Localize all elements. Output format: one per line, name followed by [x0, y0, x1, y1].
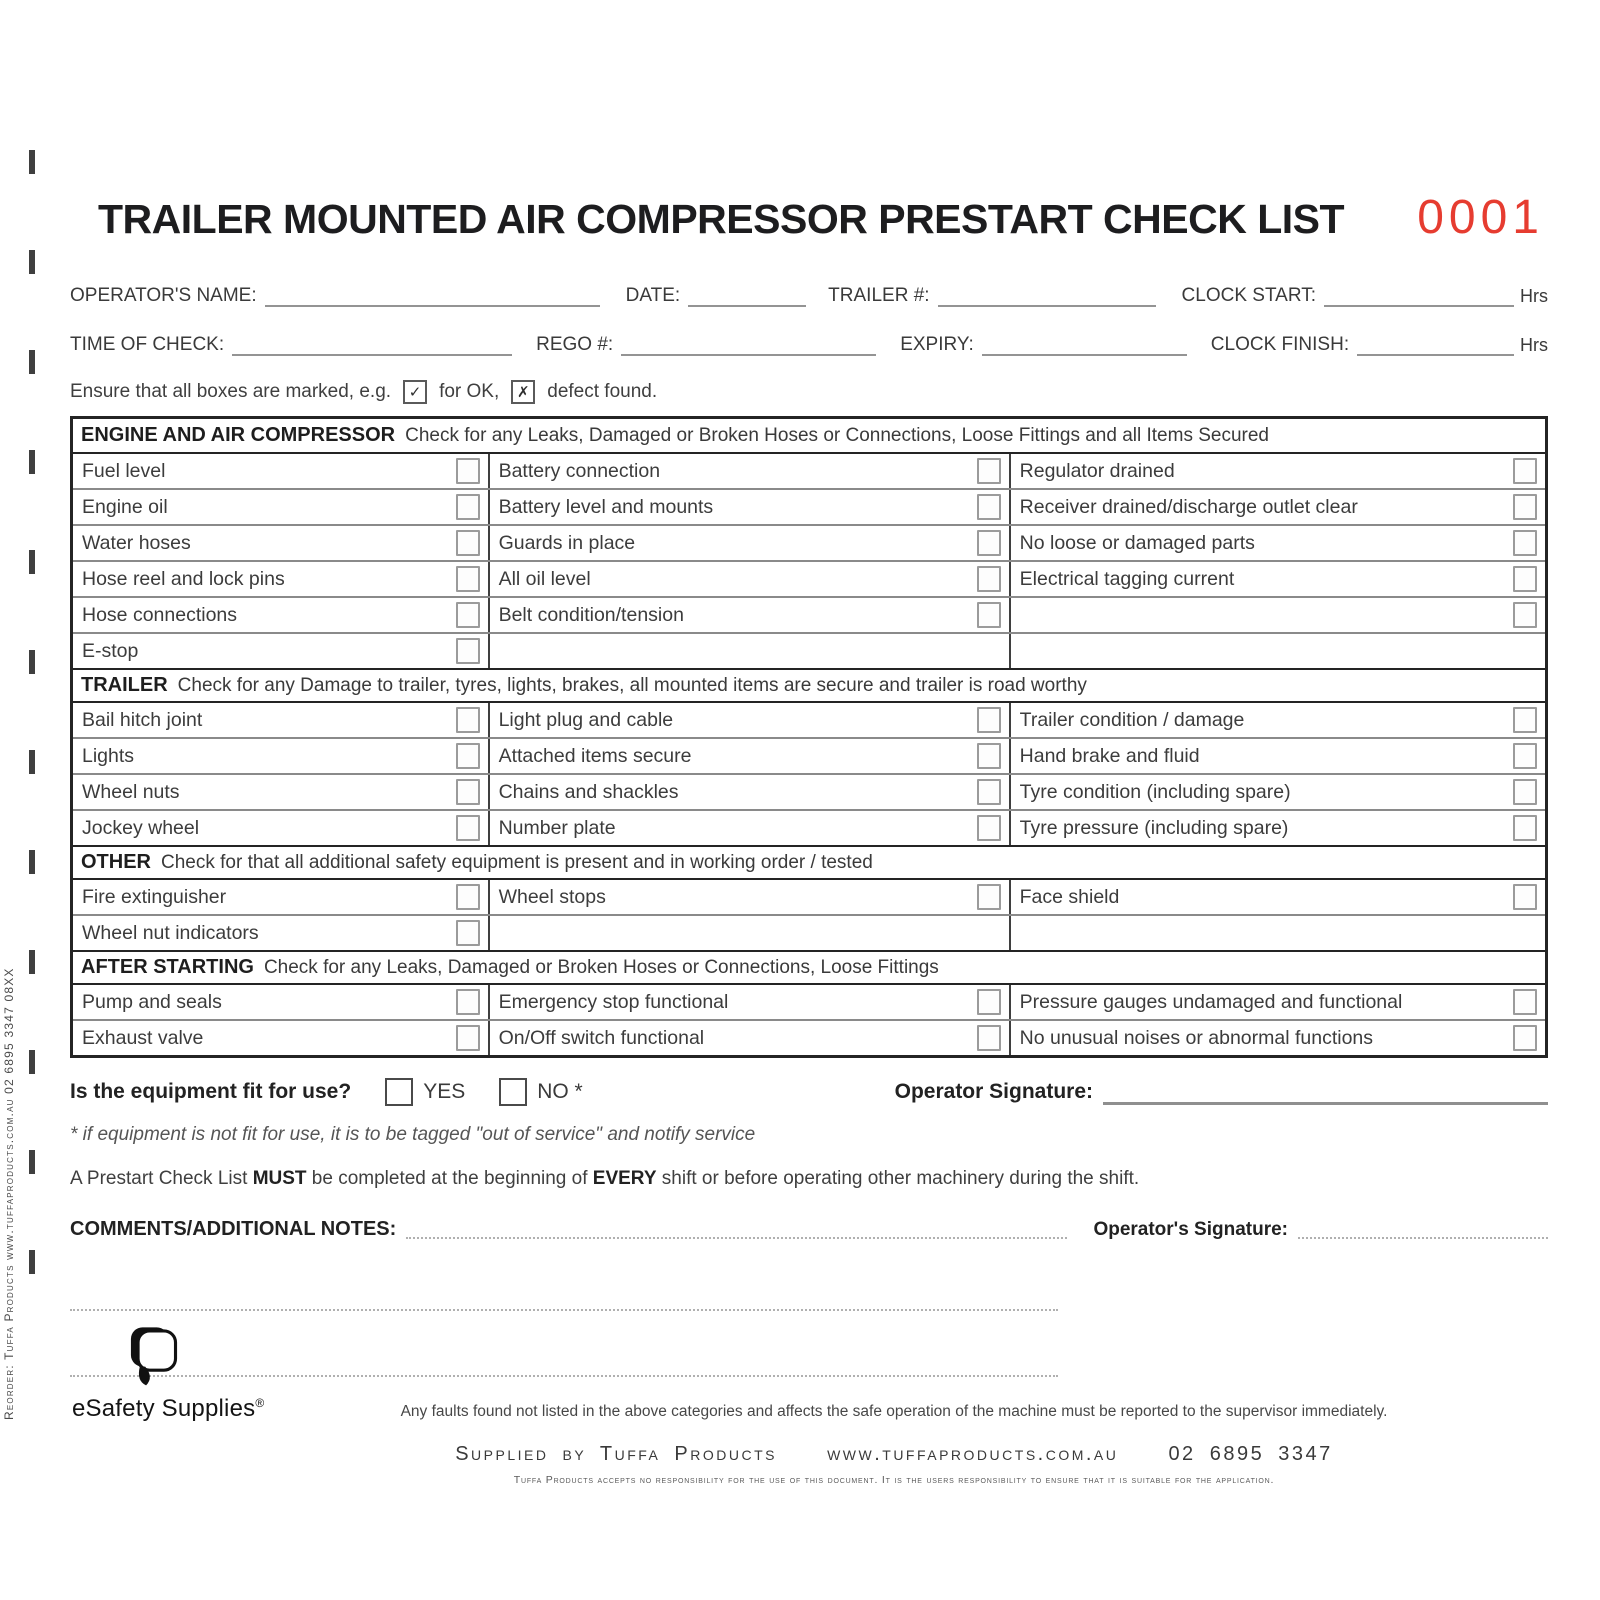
check-item — [490, 598, 1011, 632]
checkbox[interactable] — [1513, 779, 1537, 805]
check-item — [1011, 880, 1545, 914]
check-row — [73, 775, 1545, 811]
esafety-logo-icon — [126, 1375, 184, 1392]
item-label: All oil level — [498, 567, 591, 590]
empty-cell — [1011, 634, 1545, 668]
check-item — [73, 703, 490, 737]
checkbox[interactable] — [456, 602, 480, 628]
checkbox[interactable] — [456, 530, 480, 556]
check-item — [1011, 739, 1545, 773]
checkbox[interactable] — [1513, 989, 1537, 1015]
prestart-post: shift or before operating other machinery during the shift. — [656, 1168, 1140, 1189]
section-name: AFTER STARTING — [81, 956, 254, 978]
check-row — [73, 598, 1545, 634]
item-label: Bail hitch joint — [82, 708, 203, 731]
checkbox[interactable] — [456, 989, 480, 1015]
item-label: Trailer condition / damage — [1019, 708, 1245, 731]
supplier-line — [240, 1443, 1548, 1466]
item-label: Attached items secure — [498, 744, 692, 767]
section-other — [73, 845, 1545, 950]
checkbox[interactable] — [977, 815, 1001, 841]
clock-finish-label: CLOCK FINISH: — [1210, 334, 1350, 355]
check-item — [1011, 811, 1545, 845]
item-label: Pressure gauges undamaged and functional — [1019, 990, 1403, 1013]
checkbox[interactable] — [1513, 743, 1537, 769]
date-field[interactable] — [688, 285, 806, 307]
item-label: Wheel nut indicators — [82, 921, 259, 944]
header-row-2 — [70, 334, 1548, 356]
check-item — [73, 985, 490, 1019]
section-desc: Check for any Damage to trailer, tyres, lights, brakes, all mounted items are secure and trailer is road worthy — [177, 674, 1087, 696]
instruction-ok-text: for OK, — [439, 381, 500, 402]
supplier-phone: 02 6895 3347 — [1168, 1443, 1333, 1465]
checkbox[interactable] — [456, 707, 480, 733]
out-of-service-footnote: * if equipment is not fit for use, it is to be tagged "out of service" and notify service — [70, 1124, 756, 1145]
item-label: Hose connections — [82, 603, 238, 626]
item-label: Wheel nuts — [82, 780, 180, 803]
item-label: Tyre condition (including spare) — [1019, 780, 1291, 803]
trailer-no-label: TRAILER #: — [828, 285, 930, 306]
item-label: No loose or damaged parts — [1019, 531, 1255, 554]
instruction-defect-text: defect found. — [547, 381, 658, 402]
clock-start-hrs: Hrs — [1520, 286, 1548, 306]
checkbox[interactable] — [1513, 530, 1537, 556]
check-item — [1011, 1021, 1545, 1055]
rego-label: REGO #: — [536, 334, 614, 355]
checkbox[interactable] — [456, 638, 480, 664]
checkbox[interactable] — [977, 458, 1001, 484]
check-item — [73, 598, 490, 632]
esafety-logo-text — [72, 1395, 265, 1423]
section-name: OTHER — [81, 851, 151, 873]
section-header — [73, 668, 1545, 703]
item-label: Exhaust valve — [82, 1026, 204, 1049]
check-item — [490, 703, 1011, 737]
check-item — [73, 634, 490, 668]
rego-field[interactable] — [621, 334, 876, 356]
item-label: Water hoses — [82, 531, 191, 554]
no-checkbox[interactable] — [499, 1078, 527, 1106]
time-of-check-field[interactable] — [232, 334, 512, 356]
prestart-every: EVERY — [592, 1168, 657, 1189]
disclaimer-text: Tuffa Products accepts no responsibility for the use of this document. It is the users responsibility to ensure that it is suitable for the application. — [513, 1474, 1275, 1486]
checkbox[interactable] — [456, 566, 480, 592]
checkbox[interactable] — [456, 1025, 480, 1051]
item-label: No unusual noises or abnormal functions — [1019, 1026, 1374, 1049]
supplied-by-text: Supplied by Tuffa Products — [455, 1443, 777, 1465]
check-item — [73, 880, 490, 914]
expiry-field[interactable] — [982, 334, 1187, 356]
side-reorder-text: Reorder: Tuffa Products www.tuffaproducts.com.au 02 6895 3347 08XX — [2, 967, 16, 1420]
item-label: Fuel level — [82, 459, 166, 482]
check-item — [1011, 775, 1545, 809]
check-item — [73, 775, 490, 809]
checkbox[interactable] — [977, 989, 1001, 1015]
clock-start-label: CLOCK START: — [1181, 285, 1316, 306]
checklist-table — [70, 416, 1548, 1058]
item-label: Fire extinguisher — [82, 885, 227, 908]
checkbox[interactable] — [456, 884, 480, 910]
check-item — [490, 562, 1011, 596]
crossed-box-icon: ✗ — [511, 380, 535, 404]
checkbox[interactable] — [456, 743, 480, 769]
empty-cell — [1011, 916, 1545, 950]
header-row-1 — [70, 285, 1548, 307]
item-label: Electrical tagging current — [1019, 567, 1235, 590]
check-row — [73, 811, 1545, 845]
title-row — [98, 190, 1548, 245]
checkbox[interactable] — [1513, 458, 1537, 484]
item-label: Chains and shackles — [498, 780, 679, 803]
item-label: Light plug and cable — [498, 708, 674, 731]
check-item — [490, 490, 1011, 524]
check-row — [73, 880, 1545, 916]
section-header — [73, 419, 1545, 454]
yes-checkbox[interactable] — [385, 1078, 413, 1106]
check-item — [73, 454, 490, 488]
form-content — [70, 150, 1548, 1486]
checkbox[interactable] — [977, 779, 1001, 805]
checkbox[interactable] — [1513, 494, 1537, 520]
prestart-pre: A Prestart Check List — [70, 1168, 253, 1189]
section-trailer — [73, 668, 1545, 845]
operators-name-label: OPERATOR'S NAME: — [70, 285, 257, 306]
check-row — [73, 703, 1545, 739]
section-desc: Check for any Leaks, Damaged or Broken Hoses or Connections, Loose Fittings — [263, 956, 939, 978]
check-item — [73, 562, 490, 596]
checkbox[interactable] — [1513, 707, 1537, 733]
checkbox[interactable] — [1513, 1025, 1537, 1051]
item-label: Hand brake and fluid — [1019, 744, 1200, 767]
check-row — [73, 739, 1545, 775]
operators-signature-field[interactable] — [1298, 1219, 1548, 1239]
check-item — [1011, 490, 1545, 524]
item-label: Belt condition/tension — [498, 603, 684, 626]
check-item — [490, 454, 1011, 488]
checkbox[interactable] — [977, 884, 1001, 910]
check-item — [1011, 985, 1545, 1019]
check-row — [73, 916, 1545, 950]
item-label: Face shield — [1019, 885, 1120, 908]
check-item — [1011, 598, 1545, 632]
check-item — [490, 1021, 1011, 1055]
comments-field[interactable] — [406, 1219, 1067, 1239]
checkbox[interactable] — [977, 743, 1001, 769]
expiry-label: EXPIRY: — [900, 334, 974, 355]
check-item — [490, 775, 1011, 809]
section-name: TRAILER — [81, 674, 168, 696]
item-label: Jockey wheel — [82, 816, 200, 839]
checkbox[interactable] — [977, 602, 1001, 628]
checkbox[interactable] — [1513, 602, 1537, 628]
check-row — [73, 490, 1545, 526]
check-item — [73, 811, 490, 845]
comments-label: COMMENTS/ADDITIONAL NOTES: — [70, 1218, 397, 1240]
prestart-must: MUST — [252, 1168, 307, 1189]
check-item — [490, 739, 1011, 773]
checkbox[interactable] — [977, 1025, 1001, 1051]
item-label: Guards in place — [498, 531, 636, 554]
comments-line-2[interactable] — [70, 1291, 1058, 1311]
section-name: ENGINE AND AIR COMPRESSOR — [81, 424, 396, 446]
checkbox[interactable] — [456, 920, 480, 946]
check-item — [490, 880, 1011, 914]
instruction-prefix: Ensure that all boxes are marked, e.g. — [70, 381, 392, 402]
item-label: Regulator drained — [1019, 459, 1175, 482]
checkbox[interactable] — [977, 566, 1001, 592]
section-desc: Check for that all additional safety equipment is present and in working order / tested — [161, 851, 873, 873]
check-item — [73, 1021, 490, 1055]
trailer-no-field[interactable] — [938, 285, 1156, 307]
empty-cell — [490, 634, 1011, 668]
checkbox[interactable] — [1513, 566, 1537, 592]
supplier-website: www.tuffaproducts.com.au — [827, 1443, 1119, 1465]
check-item — [1011, 454, 1545, 488]
check-item — [490, 526, 1011, 560]
fit-for-use-row — [70, 1078, 1548, 1106]
date-label: DATE: — [625, 285, 681, 306]
checkbox[interactable] — [977, 530, 1001, 556]
clock-start-field[interactable] — [1324, 285, 1514, 307]
check-item — [73, 739, 490, 773]
footer — [70, 1403, 1548, 1486]
clock-finish-hrs: Hrs — [1520, 335, 1548, 355]
checkbox[interactable] — [456, 815, 480, 841]
item-label: Tyre pressure (including spare) — [1019, 816, 1289, 839]
operator-signature-label: Operator Signature: — [894, 1080, 1093, 1103]
item-label: Battery level and mounts — [498, 495, 714, 518]
section-header — [73, 950, 1545, 985]
check-row — [73, 526, 1545, 562]
item-label: On/Off switch functional — [498, 1026, 705, 1049]
check-item — [1011, 703, 1545, 737]
marking-instruction — [70, 380, 1548, 404]
checkbox[interactable] — [456, 494, 480, 520]
item-label: E-stop — [82, 639, 139, 662]
item-label: Number plate — [498, 816, 616, 839]
prestart-requirement-note — [70, 1168, 1548, 1190]
item-label: Lights — [82, 744, 135, 767]
checkbox[interactable] — [977, 494, 1001, 520]
checkbox[interactable] — [1513, 815, 1537, 841]
checkbox[interactable] — [977, 707, 1001, 733]
faults-note: Any faults found not listed in the above categories and affects the safe operation of the machine must be reported to the supervisor immediately. — [400, 1403, 1388, 1420]
clock-finish-field[interactable] — [1357, 334, 1514, 356]
check-item — [1011, 562, 1545, 596]
comments-row — [70, 1218, 1548, 1241]
check-item — [490, 985, 1011, 1019]
checked-box-icon: ✓ — [403, 380, 427, 404]
check-item — [1011, 526, 1545, 560]
section-desc: Check for any Leaks, Damaged or Broken Hoses or Connections, Loose Fittings and all Items Secured — [405, 424, 1269, 446]
empty-cell — [490, 916, 1011, 950]
logo-name: eSafety Supplies — [72, 1395, 256, 1422]
section-after-starting — [73, 950, 1545, 1055]
check-row — [73, 454, 1545, 490]
item-label: Receiver drained/discharge outlet clear — [1019, 495, 1358, 518]
item-label: Emergency stop functional — [498, 990, 729, 1013]
yes-label: YES — [423, 1080, 466, 1103]
perforation-marks — [29, 150, 35, 1310]
item-label: Engine oil — [82, 495, 168, 518]
checkbox[interactable] — [456, 458, 480, 484]
checkbox[interactable] — [456, 779, 480, 805]
time-of-check-label: TIME OF CHECK: — [70, 334, 225, 355]
check-item — [73, 490, 490, 524]
section-engine-and-air-compressor — [73, 419, 1545, 668]
fit-for-use-question: Is the equipment fit for use? — [70, 1080, 352, 1103]
form-serial-number: 0001 — [1417, 191, 1544, 244]
item-label: Hose reel and lock pins — [82, 567, 285, 590]
item-label: Pump and seals — [82, 990, 222, 1013]
item-label: Wheel stops — [498, 885, 606, 908]
section-header — [73, 845, 1545, 880]
check-item — [73, 916, 490, 950]
operators-signature-label: Operator's Signature: — [1093, 1219, 1288, 1240]
esafety-supplies-logo — [72, 1322, 265, 1423]
check-row — [73, 634, 1545, 668]
check-row — [73, 1021, 1545, 1055]
check-item — [73, 526, 490, 560]
check-item — [490, 811, 1011, 845]
operators-name-field[interactable] — [265, 285, 600, 307]
checkbox[interactable] — [1513, 884, 1537, 910]
check-row — [73, 985, 1545, 1021]
no-label: NO * — [537, 1080, 583, 1103]
registered-mark: ® — [255, 1396, 265, 1410]
page-title: TRAILER MOUNTED AIR COMPRESSOR PRESTART CHECK LIST — [98, 196, 1345, 242]
operator-signature-field[interactable] — [1103, 1080, 1548, 1105]
item-label: Battery connection — [498, 459, 661, 482]
check-row — [73, 562, 1545, 598]
prestart-mid: be completed at the beginning of — [306, 1168, 593, 1189]
